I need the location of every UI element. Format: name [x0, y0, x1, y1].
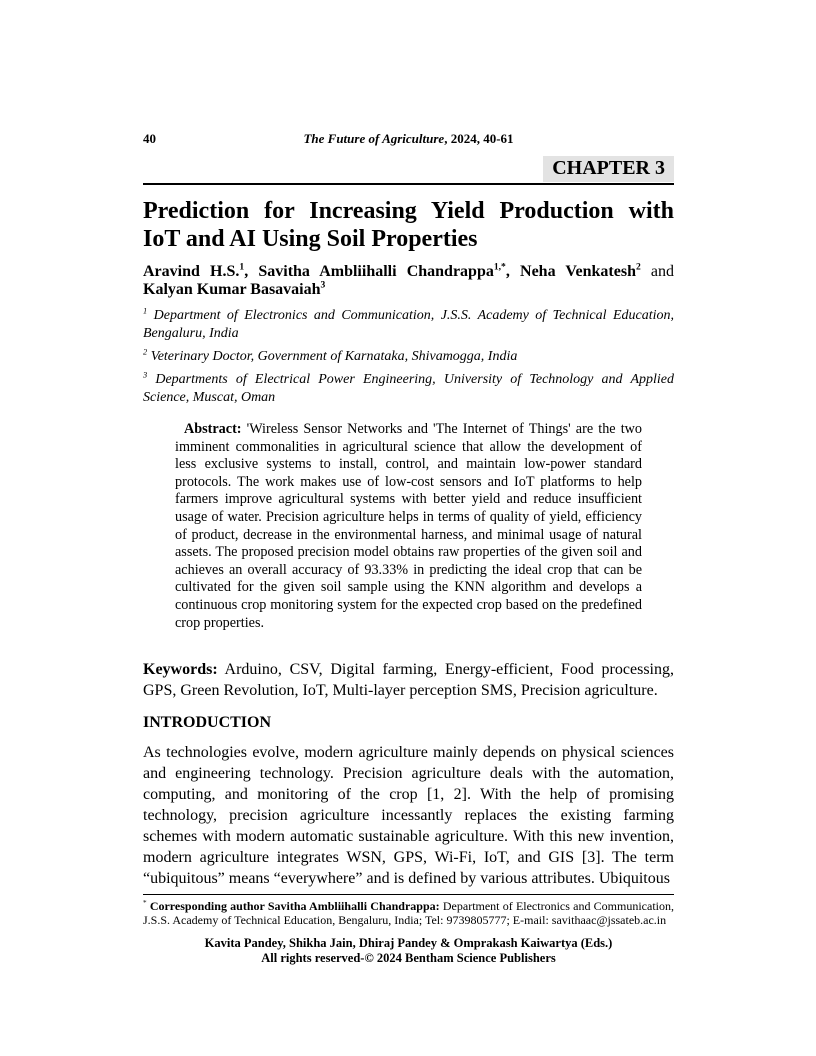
author-byline — [143, 263, 674, 299]
page-number: 40 — [143, 131, 156, 146]
affiliation-marker: 2 — [143, 347, 148, 357]
affiliation-marker: 1 — [143, 306, 148, 316]
abstract-text: 'Wireless Sensor Networks and 'The Internet of Things' are the two imminent commonalities in agricultural science that allow the development of less exclusive systems to install, control, and maintain low-power standard protocols. The work makes use of low-cost sensors and IoT platforms to help farmers improve agricultural systems with better yield and reduce insufficient usage of water. Precision agriculture helps in terms of quality of yield, efficiency of product, decrease in the environmental harness, and minimal usage of natural assets. The proposed precision model obtains raw properties of the given soil and achieves an overall accuracy of 93.33% in predicting the ideal crop that can be cultivated for the given soil sample using the KNN algorithm and develops a continuous crop monitoring system for the expected crop based on the predefined crop properties. — [175, 421, 642, 631]
author-name: Aravind H.S. — [143, 263, 240, 280]
introduction-heading: INTRODUCTION — [143, 714, 272, 732]
chapter-banner-row — [143, 156, 674, 185]
keywords-label: Keywords: — [143, 661, 218, 679]
affiliation-marker: 3 — [143, 370, 148, 380]
chapter-title-line2: IoT and AI Using Soil Properties — [143, 226, 478, 252]
chapter-title — [143, 197, 674, 253]
author-affiliation-marker: 1 — [239, 261, 245, 273]
keywords — [143, 659, 674, 701]
footnote-label: Corresponding author Savitha Ambliihalli Chandrappa: — [149, 899, 440, 914]
journal-title: The Future of Agriculture — [303, 131, 445, 146]
footnote-marker: * — [143, 899, 147, 908]
editors-line: Kavita Pandey, Shikha Jain, Dhiraj Pandey & Omprakash Kaiwartya (Eds.) — [204, 936, 613, 951]
abstract — [175, 421, 642, 632]
author-affiliation-marker: 2 — [635, 261, 641, 273]
author-name: Savitha Ambliihalli Chandrappa — [258, 263, 494, 280]
author-byline-line1 — [143, 263, 674, 281]
chapter-label: CHAPTER 3 — [543, 156, 674, 182]
author-byline-line2 — [143, 281, 674, 299]
journal-meta: , 2024, 40-61 — [444, 131, 514, 146]
running-head — [143, 131, 674, 146]
affiliation-text: Veterinary Doctor, Government of Karnataka, Shivamogga, India — [150, 349, 518, 364]
running-head-title — [233, 131, 584, 147]
affiliation-1 — [143, 307, 674, 343]
abstract-label: Abstract: — [184, 421, 242, 437]
footnote-text: Department of Electronics and Communication, J.S.S. Academy of Technical Education, Bengaluru, India; Tel: 9739805777; E-mail: savithaac@jssateb.ac.in — [143, 899, 675, 928]
affiliation-text: Departments of Electrical Power Engineering, University of Technology and Applied Science, Muscat, Oman — [143, 372, 674, 405]
author-name: Neha Venkatesh — [520, 263, 636, 280]
author-name: Kalyan Kumar Basavaiah — [143, 281, 321, 298]
keywords-text: Arduino, CSV, Digital farming, Energy-efficient, Food processing, GPS, Green Revolution, IoT, Multi-layer perception SMS, Precision agriculture. — [143, 661, 674, 700]
author-affiliation-marker: 1,* — [493, 261, 506, 273]
affiliation-2 — [143, 348, 674, 366]
footnote-rule — [143, 894, 674, 895]
chapter-title-line1: Prediction for Increasing Yield Production with — [143, 198, 674, 224]
introduction-paragraph: As technologies evolve, modern agriculture mainly depends on physical sciences and engineering technology. Precision agriculture deals with the automation, computing, and monitoring of the crop [1, 2]. With the help of promising technology, precision agriculture incessantly replaces the existing farming schemes with modern automatic sustainable agriculture. With this new invention, modern agriculture integrates WSN, GPS, Wi-Fi, IoT, and GIS [3]. The term “ubiquitous” means “everywhere” and is defined by various attributes. Ubiquitous — [143, 744, 674, 888]
corresponding-author-footnote — [143, 899, 674, 927]
affiliation-text: Department of Electronics and Communication, J.S.S. Academy of Technical Education, Bengaluru, India — [143, 308, 675, 341]
author-separator: , — [244, 263, 259, 280]
affiliation-3 — [143, 371, 674, 407]
author-affiliation-marker: 3 — [320, 279, 326, 291]
author-separator: and — [640, 263, 675, 280]
rights-line: All rights reserved-© 2024 Bentham Science Publishers — [261, 951, 556, 966]
author-separator: , — [505, 263, 521, 280]
publisher-imprint — [143, 936, 674, 966]
affiliations — [143, 307, 674, 407]
